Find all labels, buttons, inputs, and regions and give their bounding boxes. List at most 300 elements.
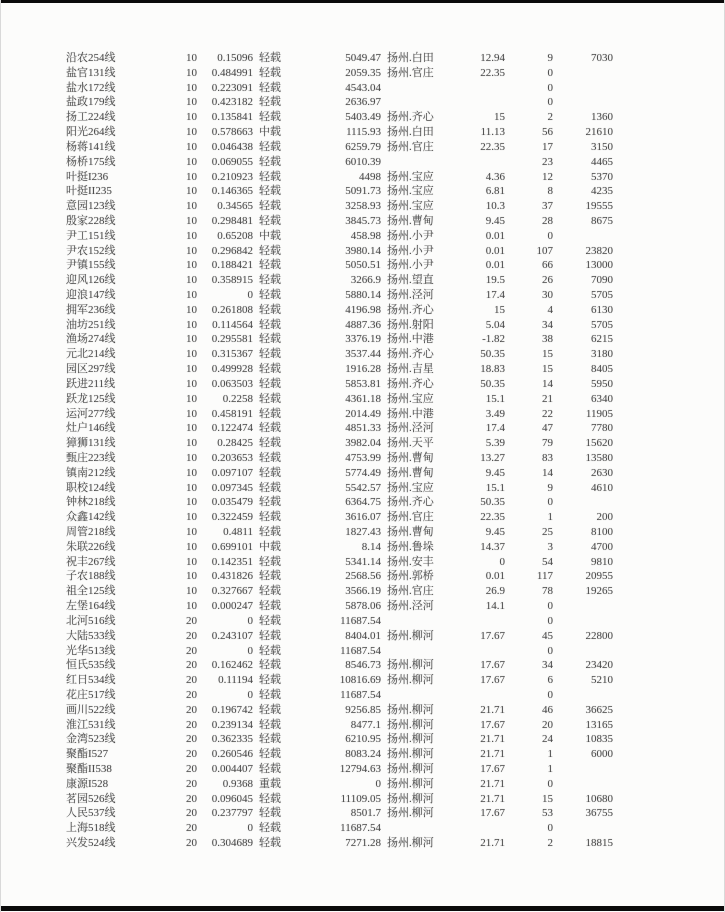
cell-line-name: 淮江531线 [66, 718, 116, 731]
cell-load-status: 重载 [259, 777, 281, 790]
cell-load-status: 轻载 [259, 377, 281, 390]
cell-load-status: 轻载 [259, 170, 281, 183]
cell-load-ratio: 0.004407 [211, 763, 253, 775]
cell-value: 5049.47 [345, 52, 381, 64]
table-row [66, 569, 613, 584]
cell-value: 10816.69 [339, 674, 381, 687]
cell-count: 2 [547, 837, 553, 850]
cell-load-status: 轻载 [259, 348, 281, 361]
table-row [66, 66, 613, 81]
cell-capacity: 8100 [591, 526, 613, 538]
cell-count: 15 [542, 363, 553, 376]
cell-load-status: 轻载 [259, 733, 281, 746]
cell-percent: 21.71 [480, 703, 505, 716]
cell-percent: 6.81 [485, 185, 505, 198]
cell-voltage-level: 10 [186, 600, 197, 613]
cell-percent: 12.94 [480, 52, 505, 64]
cell-substation: 扬州.曹甸 [387, 526, 434, 538]
cell-value: 5542.57 [345, 481, 381, 494]
cell-line-name: 镇南212线 [66, 466, 116, 479]
cell-count: 107 [536, 244, 553, 257]
cell-voltage-level: 20 [186, 718, 197, 731]
cell-percent: 22.35 [480, 66, 505, 79]
cell-value: 4887.36 [345, 318, 381, 331]
cell-count: 24 [542, 733, 553, 746]
cell-substation: 扬州.柳河 [387, 629, 434, 642]
cell-line-name: 红日534线 [66, 674, 116, 687]
cell-value: 4498 [359, 170, 381, 183]
cell-load-ratio: 0 [247, 688, 253, 701]
cell-load-ratio: 0.34565 [217, 200, 253, 213]
cell-capacity [553, 821, 613, 836]
cell-load-status: 轻载 [259, 674, 281, 687]
cell-capacity: 7090 [591, 274, 613, 287]
cell-capacity: 15620 [585, 437, 613, 450]
cell-line-name: 聚酯II538 [66, 763, 112, 775]
cell-line-name: 尹工151线 [66, 229, 116, 242]
cell-substation: 扬州.齐心 [387, 111, 434, 124]
cell-load-ratio: 0.358915 [211, 274, 253, 287]
cell-voltage-level: 20 [186, 837, 197, 850]
cell-percent: 21.71 [480, 837, 505, 850]
cell-value: 11687.54 [340, 822, 381, 835]
cell-capacity: 36625 [585, 703, 613, 716]
cell-line-name: 跃龙125线 [66, 392, 116, 405]
cell-count: 117 [536, 570, 553, 583]
cell-count: 8 [547, 185, 553, 198]
cell-line-name: 獐狮131线 [66, 437, 116, 450]
cell-count: 9 [547, 52, 553, 64]
cell-value: 11687.54 [340, 688, 381, 701]
cell-capacity [553, 777, 613, 792]
cell-voltage-level: 10 [186, 303, 197, 316]
cell-value: 3845.73 [345, 214, 381, 227]
cell-load-ratio: 0.260546 [211, 748, 253, 761]
cell-substation: 扬州.小尹 [387, 229, 434, 242]
cell-value: 4361.18 [345, 392, 381, 405]
cell-value: 8083.24 [345, 748, 381, 761]
cell-count: 0 [547, 644, 553, 657]
cell-voltage-level: 20 [186, 703, 197, 716]
cell-percent: 21.71 [480, 733, 505, 746]
cell-percent [451, 614, 505, 629]
cell-line-name: 子农188线 [66, 570, 116, 583]
cell-load-status: 轻载 [259, 555, 281, 568]
table-row [66, 806, 613, 821]
cell-voltage-level: 20 [186, 733, 197, 746]
table-row [66, 332, 613, 347]
cell-capacity: 7030 [591, 52, 613, 64]
cell-line-name: 北河516线 [66, 614, 116, 627]
cell-percent: 22.35 [480, 511, 505, 524]
cell-voltage-level: 20 [186, 748, 197, 761]
cell-voltage-level: 10 [186, 259, 197, 272]
cell-load-status: 轻载 [259, 748, 281, 761]
cell-line-name: 人民537线 [66, 807, 116, 820]
cell-substation: 扬州.曹甸 [387, 214, 434, 227]
cell-capacity: 9810 [591, 555, 613, 568]
cell-load-ratio: 0.035479 [211, 496, 253, 509]
cell-value: 6364.75 [345, 496, 381, 509]
cell-count: 54 [542, 555, 553, 568]
cell-voltage-level: 10 [186, 96, 197, 109]
table-row [66, 510, 613, 525]
cell-substation: 扬州.齐心 [387, 303, 434, 316]
table-row [66, 614, 613, 629]
cell-load-ratio: 0 [247, 289, 253, 301]
table-row [66, 170, 613, 185]
table-row [66, 155, 613, 170]
cell-capacity: 6000 [591, 748, 613, 761]
cell-value: 8477.1 [350, 718, 381, 731]
table-row [66, 821, 613, 836]
cell-line-name: 左堡164线 [66, 600, 116, 613]
cell-load-ratio: 0.499928 [211, 363, 253, 376]
cell-capacity: 19555 [585, 200, 613, 213]
cell-substation: 扬州.安丰 [387, 555, 434, 568]
cell-load-status: 轻载 [259, 318, 281, 331]
cell-load-ratio: 0.243107 [211, 629, 253, 642]
cell-capacity: 5210 [591, 674, 613, 687]
cell-load-status: 轻载 [259, 451, 281, 464]
cell-line-name: 祖全125线 [66, 585, 116, 598]
cell-voltage-level: 10 [186, 348, 197, 361]
cell-percent: 11.13 [480, 126, 505, 139]
cell-count: 22 [542, 407, 553, 420]
cell-line-name: 尹农152线 [66, 244, 116, 257]
cell-load-ratio: 0.063503 [211, 377, 253, 390]
cell-count: 17 [542, 140, 553, 153]
cell-line-name: 拥军236线 [66, 303, 116, 316]
cell-capacity: 3180 [591, 348, 613, 361]
cell-load-ratio: 0.298481 [211, 214, 253, 227]
cell-count: 2 [547, 111, 553, 124]
cell-substation: 扬州.泾河 [387, 289, 434, 301]
cell-voltage-level: 10 [186, 526, 197, 538]
cell-capacity: 7780 [591, 422, 613, 435]
cell-voltage-level: 10 [186, 185, 197, 198]
cell-count: 0 [547, 96, 553, 109]
cell-substation: 扬州.宝应 [387, 170, 434, 183]
cell-substation: 扬州.齐心 [387, 377, 434, 390]
cell-voltage-level: 20 [186, 807, 197, 820]
cell-voltage-level: 10 [186, 496, 197, 509]
cell-capacity: 2630 [591, 466, 613, 479]
cell-substation: 扬州.柳河 [387, 674, 434, 687]
cell-load-ratio: 0.431826 [211, 570, 253, 583]
cell-line-name: 渔场274线 [66, 333, 116, 346]
cell-load-status: 轻载 [259, 822, 281, 835]
cell-value: 458.98 [350, 229, 381, 242]
cell-voltage-level: 10 [186, 155, 197, 168]
cell-line-name: 周管218线 [66, 526, 116, 538]
cell-capacity: 5950 [591, 377, 613, 390]
cell-percent: -1.82 [482, 333, 505, 346]
cell-load-ratio: 0.11194 [218, 674, 253, 687]
cell-load-ratio: 0.097107 [211, 466, 253, 479]
cell-line-name: 康源I528 [66, 777, 109, 790]
cell-load-ratio: 0.114564 [212, 318, 253, 331]
cell-substation: 扬州.中港 [387, 407, 434, 420]
cell-percent: 0 [499, 555, 505, 568]
cell-load-status: 轻载 [259, 274, 281, 287]
cell-capacity: 13580 [585, 451, 613, 464]
cell-voltage-level: 20 [186, 674, 197, 687]
table-row [66, 436, 613, 451]
cell-load-ratio: 0 [247, 614, 253, 627]
cell-count: 79 [542, 437, 553, 450]
cell-substation: 扬州.吉星 [387, 363, 434, 376]
cell-value: 6010.39 [345, 155, 381, 168]
cell-capacity: 6130 [591, 303, 613, 316]
cell-line-name: 花庄517线 [66, 688, 116, 701]
cell-load-ratio: 0.4811 [223, 526, 253, 538]
cell-count: 46 [542, 703, 553, 716]
cell-line-name: 大陆533线 [66, 629, 116, 642]
cell-substation: 扬州.官庄 [387, 140, 434, 153]
cell-load-ratio: 0.096045 [211, 792, 253, 805]
cell-percent: 0.01 [485, 229, 505, 242]
cell-count: 53 [542, 807, 553, 820]
table-row [66, 229, 613, 244]
cell-substation [381, 95, 451, 110]
cell-value: 5878.06 [345, 600, 381, 613]
table-row [66, 318, 613, 333]
cell-value: 6259.79 [345, 140, 381, 153]
table-row [66, 644, 613, 659]
cell-value: 4753.99 [345, 451, 381, 464]
cell-load-ratio: 0.295581 [211, 333, 253, 346]
cell-percent: 15.1 [485, 481, 505, 494]
cell-capacity: 4700 [591, 540, 613, 553]
cell-count: 56 [542, 126, 553, 139]
cell-capacity: 5705 [591, 318, 613, 331]
cell-load-status: 轻载 [259, 585, 281, 598]
cell-percent: 9.45 [485, 214, 505, 227]
cell-percent: 0.01 [485, 244, 505, 257]
cell-count: 0 [547, 614, 553, 627]
cell-value: 4196.98 [345, 303, 381, 316]
cell-count: 45 [542, 629, 553, 642]
cell-voltage-level: 10 [186, 52, 197, 64]
cell-load-ratio: 0.188421 [211, 259, 253, 272]
cell-line-name: 跃进211线 [66, 377, 116, 390]
cell-substation: 扬州.柳河 [387, 792, 434, 805]
cell-value: 1827.43 [345, 526, 381, 538]
cell-voltage-level: 10 [186, 81, 197, 94]
cell-percent [451, 81, 505, 96]
cell-value: 3537.44 [345, 348, 381, 361]
cell-line-name: 油坊251线 [66, 318, 116, 331]
cell-percent [451, 155, 505, 170]
cell-count: 21 [542, 392, 553, 405]
cell-percent: 0.01 [485, 570, 505, 583]
cell-load-status: 轻载 [259, 259, 281, 272]
cell-count: 12 [542, 170, 553, 183]
cell-voltage-level: 20 [186, 822, 197, 835]
window-bottom-bar [1, 906, 724, 911]
cell-count: 0 [547, 600, 553, 613]
cell-load-ratio: 0.135841 [211, 111, 253, 124]
cell-line-name: 职校124线 [66, 481, 116, 494]
cell-substation [381, 821, 451, 836]
cell-count: 47 [542, 422, 553, 435]
cell-line-name: 光华513线 [66, 644, 116, 657]
table-row [66, 81, 613, 96]
table-row [66, 747, 613, 762]
cell-load-status: 轻载 [259, 837, 281, 850]
cell-load-ratio: 0.362335 [211, 733, 253, 746]
cell-value: 2059.35 [345, 66, 381, 79]
table-row [66, 244, 613, 259]
cell-load-status: 轻载 [259, 614, 281, 627]
cell-percent: 17.67 [480, 674, 505, 687]
cell-voltage-level: 10 [186, 407, 197, 420]
cell-load-ratio: 0.65208 [217, 229, 253, 242]
table-row [66, 703, 613, 718]
cell-value: 4851.33 [345, 422, 381, 435]
cell-load-ratio: 0.28425 [217, 437, 253, 450]
cell-percent: 17.67 [480, 629, 505, 642]
cell-count: 38 [542, 333, 553, 346]
cell-voltage-level: 10 [186, 422, 197, 435]
cell-substation: 扬州.柳河 [387, 659, 434, 672]
cell-count: 20 [542, 718, 553, 731]
cell-value: 8501.7 [350, 807, 381, 820]
cell-line-name: 元北214线 [66, 348, 116, 361]
cell-capacity [553, 762, 613, 777]
cell-percent: 14.1 [485, 600, 505, 613]
table-row [66, 481, 613, 496]
cell-capacity: 13165 [585, 718, 613, 731]
cell-percent: 50.35 [480, 496, 505, 509]
cell-percent: 19.5 [485, 274, 505, 287]
cell-voltage-level: 10 [186, 570, 197, 583]
cell-count: 34 [542, 318, 553, 331]
cell-load-ratio: 0.315367 [211, 348, 253, 361]
cell-load-ratio: 0.046438 [211, 140, 253, 153]
cell-line-name: 恒氏535线 [66, 659, 116, 672]
cell-voltage-level: 10 [186, 170, 197, 183]
cell-capacity [553, 229, 613, 244]
cell-percent [451, 95, 505, 110]
cell-capacity [553, 495, 613, 510]
table-row [66, 673, 613, 688]
cell-load-ratio: 0.000247 [211, 600, 253, 613]
table-row [66, 392, 613, 407]
cell-percent: 17.4 [485, 422, 505, 435]
table-row [66, 688, 613, 703]
cell-substation: 扬州.柳河 [387, 703, 434, 716]
cell-capacity [553, 644, 613, 659]
table-row [66, 732, 613, 747]
cell-line-name: 茗园526线 [66, 792, 116, 805]
cell-capacity: 22800 [585, 629, 613, 642]
cell-load-status: 轻载 [259, 185, 281, 198]
cell-capacity: 20955 [585, 570, 613, 583]
cell-line-name: 上海518线 [66, 822, 116, 835]
cell-percent [451, 821, 505, 836]
cell-value: 3566.19 [345, 585, 381, 598]
table-row [66, 377, 613, 392]
table-row [66, 466, 613, 481]
cell-substation: 扬州.望直 [387, 274, 434, 287]
cell-load-status: 轻载 [259, 289, 281, 301]
cell-substation: 扬州.白田 [387, 126, 434, 139]
cell-value: 7271.28 [345, 837, 381, 850]
cell-value: 1115.93 [346, 126, 381, 139]
cell-line-name: 聚酯I527 [66, 748, 109, 761]
table-row [66, 555, 613, 570]
cell-percent: 17.67 [480, 659, 505, 672]
cell-load-ratio: 0.162462 [211, 659, 253, 672]
cell-value: 8546.73 [345, 659, 381, 672]
cell-line-name: 迎风126线 [66, 274, 116, 287]
cell-load-status: 轻载 [259, 96, 281, 109]
cell-capacity: 21610 [585, 126, 613, 139]
cell-percent: 17.67 [480, 807, 505, 820]
cell-voltage-level: 10 [186, 377, 197, 390]
cell-line-name: 叶挺I236 [66, 170, 109, 183]
cell-count: 66 [542, 259, 553, 272]
cell-substation: 扬州.射阳 [387, 318, 434, 331]
cell-voltage-level: 10 [186, 540, 197, 553]
cell-count: 1 [547, 511, 553, 524]
cell-substation [381, 81, 451, 96]
cell-voltage-level: 10 [186, 66, 197, 79]
cell-substation: 扬州.天平 [387, 437, 434, 450]
cell-voltage-level: 10 [186, 200, 197, 213]
table-row [66, 303, 613, 318]
cell-value: 9256.85 [345, 703, 381, 716]
cell-capacity: 5370 [591, 170, 613, 183]
cell-value: 5853.81 [345, 377, 381, 390]
cell-substation: 扬州.曹甸 [387, 466, 434, 479]
cell-percent: 4.36 [485, 170, 505, 183]
cell-capacity: 10680 [585, 792, 613, 805]
cell-count: 37 [542, 200, 553, 213]
table-row [66, 125, 613, 140]
cell-substation: 扬州.小尹 [387, 259, 434, 272]
cell-count: 6 [547, 674, 553, 687]
cell-substation: 扬州.泾河 [387, 422, 434, 435]
cell-substation: 扬州.齐心 [387, 496, 434, 509]
cell-percent: 15 [494, 111, 505, 124]
cell-load-ratio: 0 [247, 644, 253, 657]
cell-substation: 扬州.柳河 [387, 733, 434, 746]
cell-load-status: 轻载 [259, 807, 281, 820]
cell-line-name: 运河277线 [66, 407, 116, 420]
cell-count: 4 [547, 303, 553, 316]
cell-value: 12794.63 [339, 763, 381, 775]
cell-voltage-level: 10 [186, 363, 197, 376]
cell-capacity: 19265 [585, 585, 613, 598]
cell-load-ratio: 0.458191 [211, 407, 253, 420]
cell-percent: 50.35 [480, 377, 505, 390]
cell-count: 15 [542, 348, 553, 361]
cell-load-ratio: 0.237797 [211, 807, 253, 820]
cell-voltage-level: 10 [186, 555, 197, 568]
cell-voltage-level: 10 [186, 466, 197, 479]
cell-load-status: 轻载 [259, 140, 281, 153]
cell-value: 2568.56 [345, 570, 381, 583]
cell-load-status: 轻载 [259, 466, 281, 479]
cell-substation: 扬州.鲁垛 [387, 540, 434, 553]
cell-voltage-level: 10 [186, 140, 197, 153]
cell-count: 0 [547, 496, 553, 509]
cell-capacity [553, 614, 613, 629]
cell-load-status: 轻载 [259, 363, 281, 376]
